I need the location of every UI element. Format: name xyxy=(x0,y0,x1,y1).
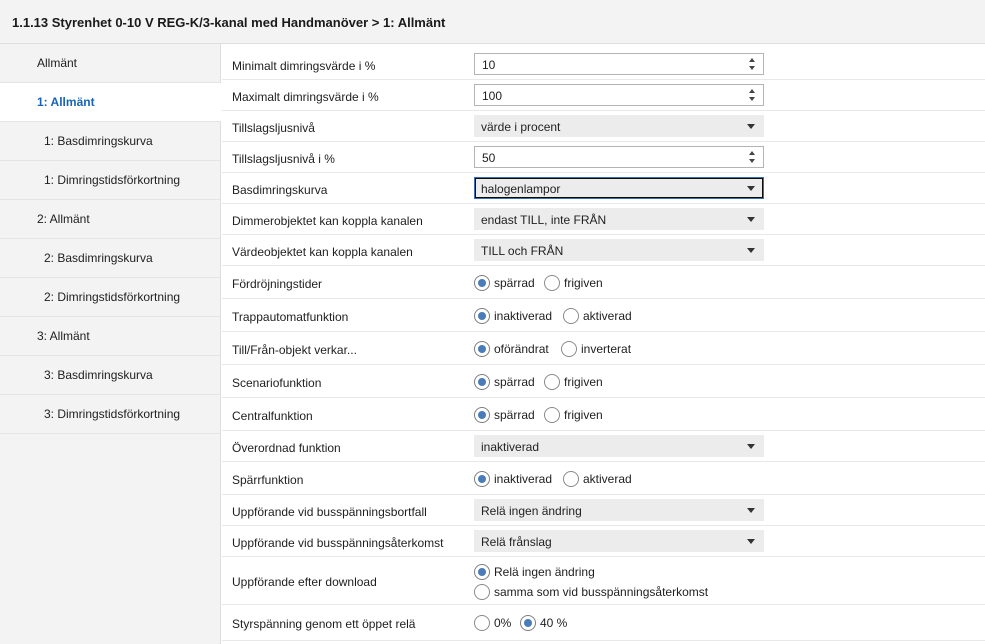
radio-label: Relä ingen ändring xyxy=(494,565,595,579)
sidebar xyxy=(0,44,221,644)
param-row-on-level-pct xyxy=(222,142,985,173)
sidebar-item-2-dimringstidsforkortning[interactable] xyxy=(0,278,221,317)
min-dim-value: 10 xyxy=(482,58,496,72)
sidebar-item-label: 3: Dimringstidsförkortning xyxy=(44,407,181,421)
param-label: Uppförande vid busspänningsbortfall xyxy=(232,505,427,519)
param-row-scenario xyxy=(222,365,985,398)
radio-unchecked-icon xyxy=(544,275,560,291)
radio-unchecked-icon xyxy=(474,584,490,600)
param-row-control-voltage xyxy=(222,605,985,641)
param-label: Scenariofunktion xyxy=(232,376,322,390)
param-label: Trappautomatfunktion xyxy=(232,310,349,324)
radio-label: spärrad xyxy=(494,408,535,422)
radio-label: oförändrat xyxy=(494,342,549,356)
value-obj-select[interactable] xyxy=(474,239,764,261)
param-label: Värdeobjektet kan koppla kanalen xyxy=(232,245,413,259)
param-label: Basdimringskurva xyxy=(232,183,328,197)
base-curve-value: halogenlampor xyxy=(481,182,561,196)
radio-label: spärrad xyxy=(494,375,535,389)
param-label: Spärrfunktion xyxy=(232,473,304,487)
radio-label: spärrad xyxy=(494,276,535,290)
spinner-arrows-icon[interactable] xyxy=(749,56,757,72)
bus-return-select[interactable] xyxy=(474,530,764,552)
sidebar-item-label: 3: Allmänt xyxy=(37,329,90,343)
radio-label: aktiverad xyxy=(583,472,632,486)
override-value: inaktiverad xyxy=(481,440,540,454)
max-dim-value: 100 xyxy=(482,89,503,103)
chevron-down-icon xyxy=(747,124,755,129)
sidebar-item-label: 2: Basdimringskurva xyxy=(44,251,153,265)
base-curve-select[interactable] xyxy=(474,177,764,199)
param-label: Tillslagsljusnivå xyxy=(232,121,315,135)
param-row-stair xyxy=(222,299,985,332)
radio-checked-icon xyxy=(474,275,490,291)
spinner-arrows-icon[interactable] xyxy=(749,87,757,103)
override-select[interactable] xyxy=(474,435,764,457)
param-row-lock xyxy=(222,462,985,495)
bus-fail-select[interactable] xyxy=(474,499,764,521)
bus-return-value: Relä frånslag xyxy=(481,535,552,549)
max-dim-input[interactable] xyxy=(474,84,764,106)
sidebar-item-1-basdimringskurva[interactable] xyxy=(0,122,221,161)
sidebar-item-3-dimringstidsforkortning[interactable] xyxy=(0,395,221,434)
param-row-onoff-obj xyxy=(222,332,985,365)
title-bar xyxy=(0,0,985,44)
sidebar-item-2-basdimringskurva[interactable] xyxy=(0,239,221,278)
spinner-arrows-icon[interactable] xyxy=(749,149,757,165)
radio-checked-icon xyxy=(474,341,490,357)
radio-checked-icon xyxy=(520,615,536,631)
sidebar-item-1-dimringstidsforkortning[interactable] xyxy=(0,161,221,200)
sidebar-item-3-allmant[interactable] xyxy=(0,317,221,356)
param-row-min-dim xyxy=(222,49,985,80)
radio-label: inverterat xyxy=(581,342,632,356)
param-row-bus-return xyxy=(222,526,985,557)
radio-label: inaktiverad xyxy=(494,309,553,323)
param-row-max-dim xyxy=(222,80,985,111)
chevron-down-icon xyxy=(747,508,755,513)
sidebar-item-3-basdimringskurva[interactable] xyxy=(0,356,221,395)
radio-label: 40 % xyxy=(540,616,568,630)
param-label: Minimalt dimringsvärde i % xyxy=(232,59,376,73)
on-level-select[interactable] xyxy=(474,115,764,137)
sidebar-item-allmant[interactable] xyxy=(0,44,221,83)
min-dim-input[interactable] xyxy=(474,53,764,75)
value-obj-value: TILL och FRÅN xyxy=(481,244,564,258)
param-label: Uppförande vid busspänningsåterkomst xyxy=(232,536,444,550)
param-label: Tillslagsljusnivå i % xyxy=(232,152,335,166)
radio-unchecked-icon xyxy=(563,308,579,324)
dimmer-obj-select[interactable] xyxy=(474,208,764,230)
radio-checked-icon xyxy=(474,471,490,487)
param-row-on-level xyxy=(222,111,985,142)
param-row-dimmer-obj xyxy=(222,204,985,235)
radio-label: aktiverad xyxy=(583,309,632,323)
page-title: 1.1.13 Styrenhet 0-10 V REG-K/3-kanal med Handmanöver > 1: Allmänt xyxy=(12,15,446,30)
param-row-central xyxy=(222,398,985,431)
sidebar-item-label: 3: Basdimringskurva xyxy=(44,368,153,382)
param-label: Uppförande efter download xyxy=(232,575,377,589)
param-row-after-download xyxy=(222,557,985,605)
param-row-override xyxy=(222,431,985,462)
param-label: Fördröjningstider xyxy=(232,277,323,291)
param-label: Dimmerobjektet kan koppla kanalen xyxy=(232,214,423,228)
radio-unchecked-icon xyxy=(474,615,490,631)
sidebar-item-label: 1: Basdimringskurva xyxy=(44,134,153,148)
sidebar-item-label: Allmänt xyxy=(37,56,78,70)
param-row-bus-fail xyxy=(222,495,985,526)
sidebar-item-1-allmant[interactable] xyxy=(0,83,221,122)
radio-label: samma som vid busspänningsåterkomst xyxy=(494,585,709,599)
sidebar-item-label: 1: Allmänt xyxy=(37,95,95,109)
chevron-down-icon xyxy=(747,186,755,191)
sidebar-item-2-allmant[interactable] xyxy=(0,200,221,239)
sidebar-item-label: 2: Allmänt xyxy=(37,212,90,226)
param-row-value-obj xyxy=(222,235,985,266)
radio-label: frigiven xyxy=(564,276,603,290)
param-label: Överordnad funktion xyxy=(232,441,341,455)
radio-checked-icon xyxy=(474,564,490,580)
radio-label: inaktiverad xyxy=(494,472,553,486)
dimmer-obj-value: endast TILL, inte FRÅN xyxy=(481,213,607,227)
chevron-down-icon xyxy=(747,248,755,253)
radio-unchecked-icon xyxy=(561,341,577,357)
on-level-value: värde i procent xyxy=(481,120,561,134)
radio-unchecked-icon xyxy=(544,374,560,390)
param-row-delay xyxy=(222,266,985,299)
param-label: Till/Från-objekt verkar... xyxy=(232,343,357,357)
sidebar-item-label: 2: Dimringstidsförkortning xyxy=(44,290,181,304)
chevron-down-icon xyxy=(747,444,755,449)
radio-label: frigiven xyxy=(564,408,603,422)
radio-unchecked-icon xyxy=(563,471,579,487)
sidebar-item-label: 1: Dimringstidsförkortning xyxy=(44,173,181,187)
sidebar-filler xyxy=(0,434,221,644)
bus-fail-value: Relä ingen ändring xyxy=(481,504,582,518)
on-level-pct-input[interactable] xyxy=(474,146,764,168)
param-label: Centralfunktion xyxy=(232,409,313,423)
on-level-pct-value: 50 xyxy=(482,151,496,165)
radio-label: frigiven xyxy=(564,375,603,389)
chevron-down-icon xyxy=(747,217,755,222)
radio-checked-icon xyxy=(474,374,490,390)
param-label: Maximalt dimringsvärde i % xyxy=(232,90,379,104)
radio-checked-icon xyxy=(474,308,490,324)
radio-unchecked-icon xyxy=(544,407,560,423)
radio-label: 0% xyxy=(494,616,512,630)
chevron-down-icon xyxy=(747,539,755,544)
parameter-panel xyxy=(222,44,985,644)
param-label: Styrspänning genom ett öppet relä xyxy=(232,617,416,631)
param-row-base-curve xyxy=(222,173,985,204)
radio-checked-icon xyxy=(474,407,490,423)
